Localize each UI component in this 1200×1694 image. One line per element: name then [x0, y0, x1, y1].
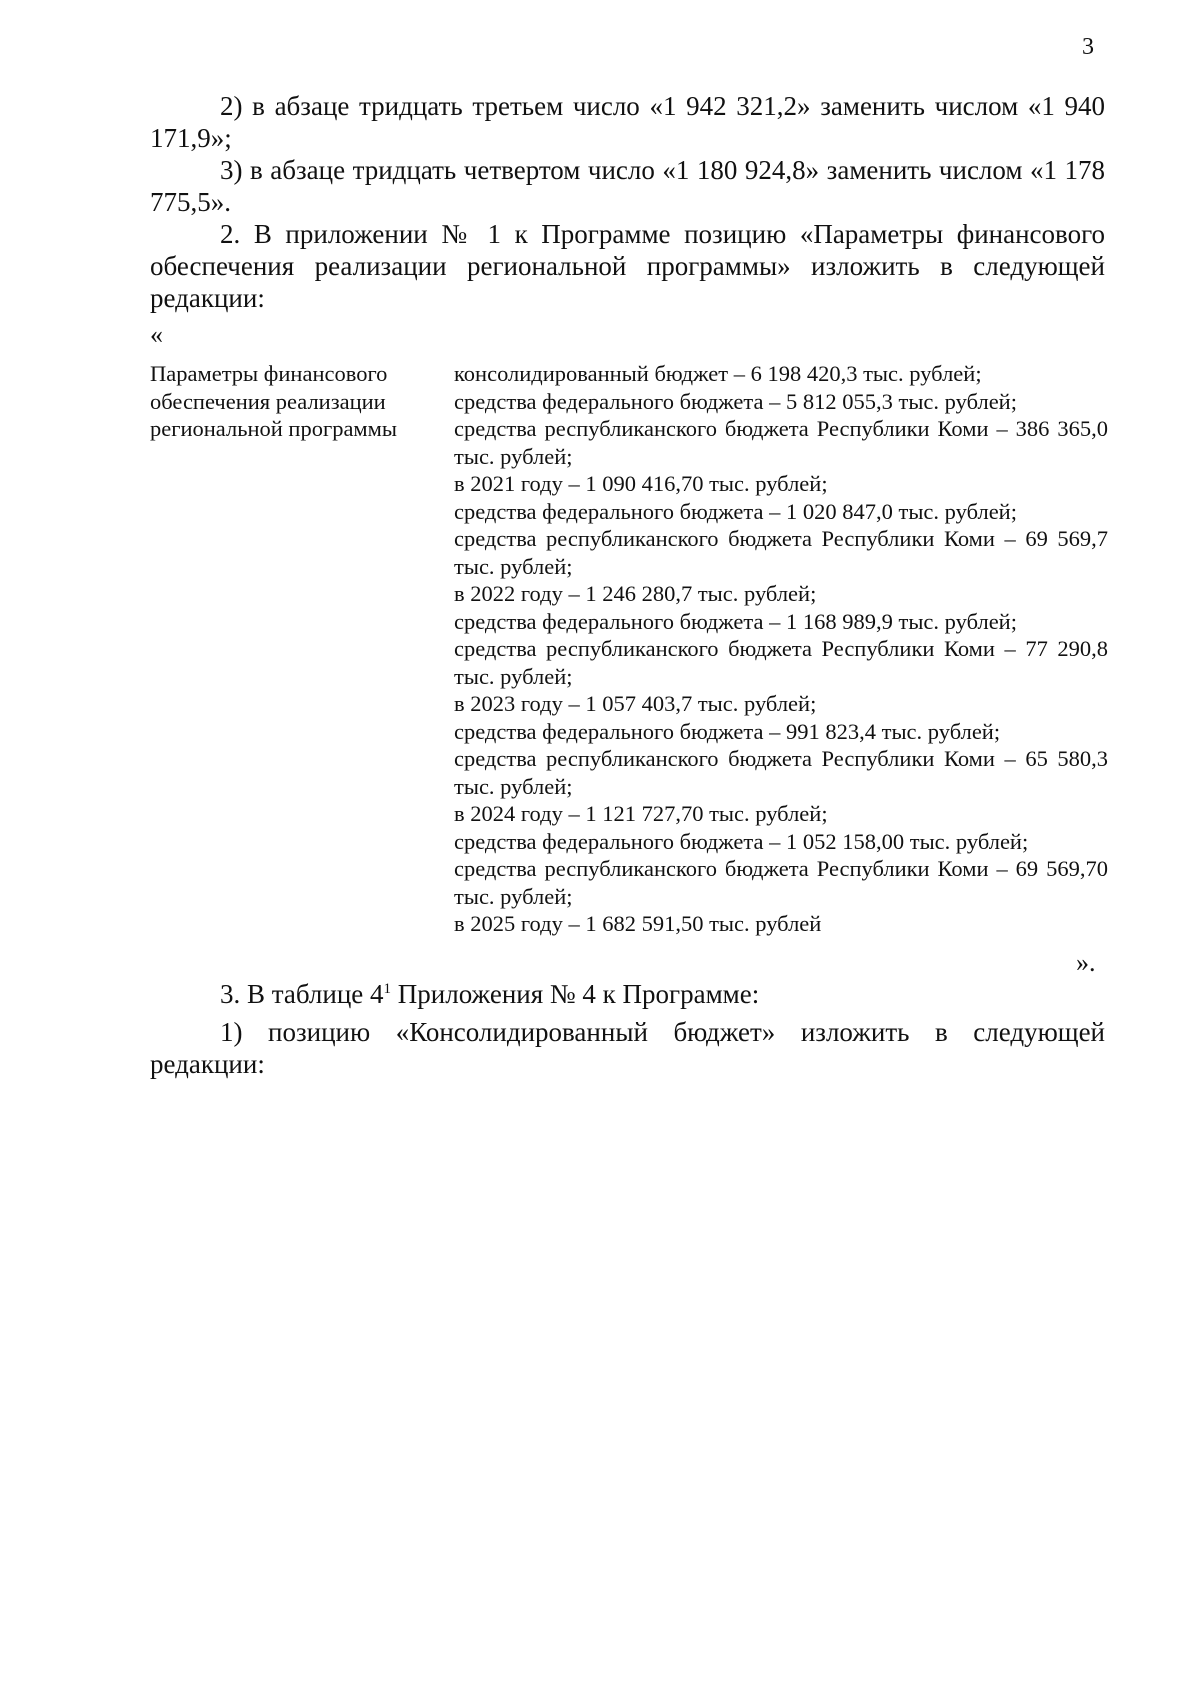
parameter-line: средства федерального бюджета – 1 020 847,0 тыс. рублей; [454, 498, 1017, 524]
section-3-suffix: Приложения № 4 к Программе: [391, 979, 760, 1009]
paragraph-text: 2. В приложении № 1 к Программе позицию «Параметры финансового обеспечения реализации региональной программы» изложить в следующей редакции: [150, 219, 1105, 313]
parameter-line: консолидированный бюджет – 6 198 420,3 тыс. рублей; [454, 361, 982, 386]
parameter-line: средства федерального бюджета – 1 052 158,00 тыс. рублей; [454, 828, 1029, 854]
paragraph-text: 1) позицию «Консолидированный бюджет» изложить в следующей редакции: [150, 1017, 1105, 1079]
amendment-paragraph-3 [150, 154, 1105, 218]
amendment-paragraph-2 [150, 90, 1105, 154]
parameter-line: средства федерального бюджета – 1 168 989,9 тыс. рублей; [454, 608, 1017, 634]
paragraph-text: 2) в абзаце тридцать третьем число «1 942 321,2» заменить числом «1 940 171,9»; [150, 91, 1105, 153]
parameter-line: в 2025 году – 1 682 591,50 тыс. рублей [454, 911, 822, 936]
section-3-prefix: 3. В таблице 4 [220, 979, 384, 1009]
parameter-line: средства республиканского бюджета Республики Коми – 65 580,3 тыс. рублей; [454, 746, 1108, 799]
section-3-heading [150, 978, 1105, 1010]
closing-quote-mark: ». [1076, 948, 1096, 977]
parameter-line: в 2022 году – 1 246 280,7 тыс. рублей; [454, 581, 817, 606]
parameter-line: в 2023 году – 1 057 403,7 тыс. рублей; [454, 691, 817, 716]
parameter-line: средства республиканского бюджета Республики Коми – 69 569,7 тыс. рублей; [454, 526, 1108, 579]
parameter-line: средства республиканского бюджета Республики Коми – 77 290,8 тыс. рублей; [454, 636, 1108, 689]
parameter-line: в 2021 году – 1 090 416,70 тыс. рублей; [454, 471, 828, 496]
parameter-line: средства республиканского бюджета Республики Коми – 69 569,70 тыс. рублей; [454, 856, 1108, 909]
paragraph-text [150, 978, 1105, 1010]
parameter-line: в 2024 году – 1 121 727,70 тыс. рублей; [454, 801, 828, 826]
section-2-paragraph [150, 218, 1105, 314]
page-number: 3 [1082, 34, 1094, 60]
parameter-line: средства республиканского бюджета Республики Коми – 386 365,0 тыс. рублей; [454, 416, 1108, 469]
opening-quote-mark: « [150, 320, 163, 349]
parameters-label: Параметры финансового обеспечения реализации региональной программы [150, 361, 398, 441]
parameter-line: средства федерального бюджета – 5 812 055,3 тыс. рублей; [454, 388, 1017, 414]
paragraph-text: 3) в абзаце тридцать четвертом число «1 180 924,8» заменить числом «1 178 775,5». [150, 155, 1105, 217]
parameter-line: средства федерального бюджета – 991 823,4 тыс. рублей; [454, 718, 1001, 744]
section-3-item-1 [150, 1016, 1105, 1080]
table-superscript: 1 [383, 981, 392, 997]
parameters-values-list [454, 360, 1108, 938]
